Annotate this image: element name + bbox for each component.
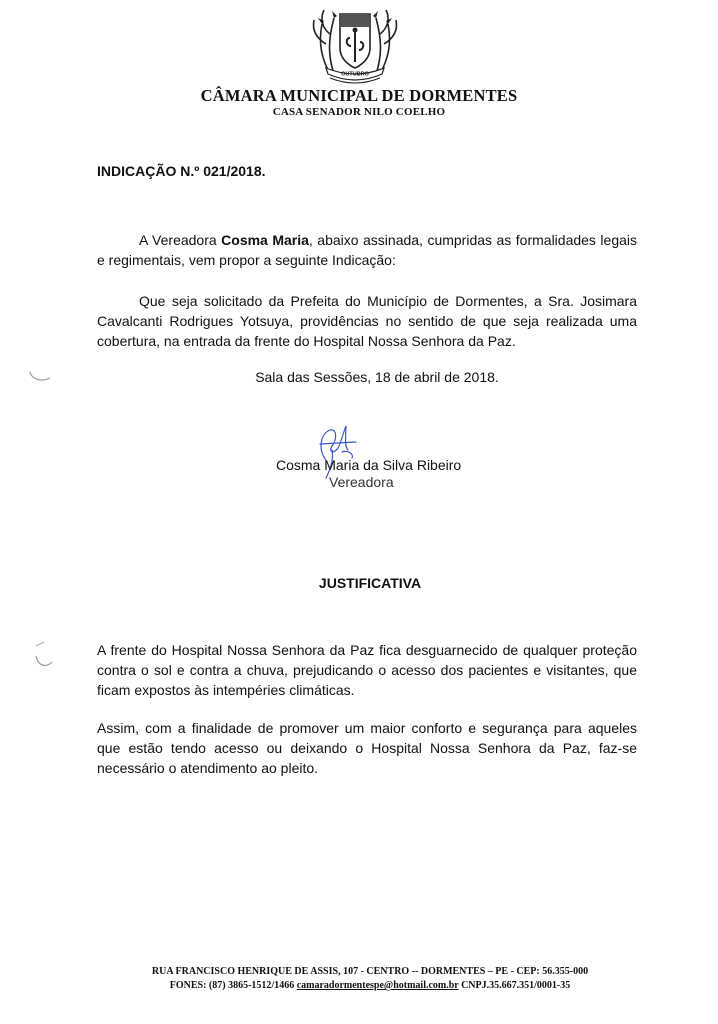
header-subtitle: CASA SENADOR NILO COELHO xyxy=(272,106,446,118)
justification-paragraph-1: A frente do Hospital Nossa Senhora da Paz fica desguarnecido de qualquer proteção contra o sol e contra a chuva, prejudicando o acesso dos pacientes e visitantes, que ficam expostos às intempéries climáticas. xyxy=(97,642,637,698)
councilwoman-name: Cosma Maria xyxy=(221,232,309,248)
municipal-crest-logo xyxy=(300,4,410,86)
justification-title: JUSTIFICATIVA xyxy=(318,575,422,591)
justification-paragraph-2: Assim, com a finalidade de promover um maior conforto e segurança para aqueles que estão tendo acesso ou deixando o Hospital Nossa Senhora da Paz, faz-se necessário o atendimento ao pleito. xyxy=(97,720,637,776)
request-paragraph: Que seja solicitado da Prefeita do Município de Dormentes, a Sra. Josimara Cavalcanti Rodrigues Yotsuya, providências no sentido de que seja realizada uma cobertura, na entrada da frente do Hospital Nossa Senhora da Paz. xyxy=(97,293,637,349)
intro-paragraph xyxy=(97,230,637,270)
footer-contacts xyxy=(0,980,718,991)
footer-address: RUA FRANCISCO HENRIQUE DE ASSIS, 107 - CENTRO -- DORMENTES – PE - CEP: 56.355-000 xyxy=(151,966,589,977)
intro-suffix: , abaixo assinada, cumpridas as formalidades legais e regimentais, vem propor a seguinte Indicação: xyxy=(97,232,637,268)
signatory-name: Cosma Maria da Silva Ribeiro xyxy=(276,457,462,473)
header-title: CÂMARA MUNICIPAL DE DORMENTES xyxy=(200,86,518,105)
session-date: Sala das Sessões, 18 de abril de 2018. xyxy=(255,369,499,385)
scan-smudge-mark xyxy=(28,368,52,384)
footer-cnpj: CNPJ.35.667.351/0001-35 xyxy=(458,980,571,991)
signatory-role: Vereadora xyxy=(329,474,394,490)
footer-phones: FONES: (87) 3865-1512/1466 xyxy=(169,980,297,991)
intro-prefix: A Vereadora xyxy=(139,232,222,248)
scan-smudge-mark xyxy=(30,640,54,670)
indicacao-number: INDICAÇÃO N.º 021/2018. xyxy=(97,163,266,179)
crest-ribbon-text: OUTUBRO xyxy=(341,71,369,78)
footer-email-link[interactable]: camaradormentespe@hotmail.com.br xyxy=(296,980,459,991)
